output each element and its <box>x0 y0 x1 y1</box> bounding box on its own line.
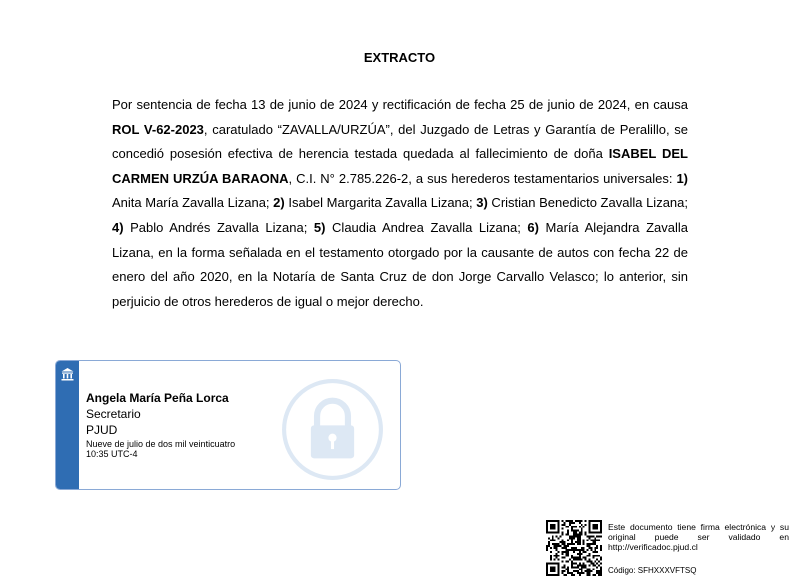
verification-text: Este documento tiene firma electrónica y su original puede ser validado en http://verificadoc.pjud.cl <box>608 522 789 552</box>
signature-date-text: Nueve de julio de dos mil veinticuatro <box>86 439 236 449</box>
document-title: EXTRACTO <box>363 50 436 65</box>
paragraph-segment: 5) <box>313 219 326 235</box>
signature-strip <box>56 361 79 489</box>
paragraph-segment: Anita María Zavalla Lizana; <box>112 195 274 211</box>
paragraph-segment: 3) <box>476 195 488 211</box>
paragraph-segment: ISABEL DEL CARMEN URZÚA BARAONA <box>112 146 688 186</box>
paragraph-segment: 1) <box>676 170 688 186</box>
verification-code: Código: SFHXXXVFTSQ <box>608 566 697 575</box>
signature-date <box>86 439 235 459</box>
qr-code-icon <box>546 520 602 576</box>
extract-paragraph <box>112 93 688 314</box>
paragraph-segment: Claudia Andrea Zavalla Lizana; <box>325 219 528 235</box>
paragraph-segment: 4) <box>112 219 124 235</box>
paragraph-segment: 2) <box>273 195 285 211</box>
paragraph-segment: Isabel Margarita Zavalla Lizana; <box>284 195 477 211</box>
signature-box <box>55 360 401 490</box>
paragraph-segment: María Alejandra Zavalla Lizana, en la forma señalada en el testamento otorgado por la causante de autos con fecha 22 de enero del año 2020, en la Notaría de Santa Cruz de don Jorge Carvallo Velasco; lo anterior, sin perjuicio de otros herederos de igual o mejor derecho. <box>112 219 688 309</box>
paragraph-segment: , caratulado “ZAVALLA/URZÚA”, del Juzgado de Letras y Garantía de Peralillo, se concedió posesión efectiva de herencia testada quedada al fallecimiento de doña <box>112 121 688 162</box>
paragraph-segment: , C.I. N° 2.785.226-2, a sus herederos testamentarios universales: <box>288 170 677 186</box>
paragraph-segment: Cristian Benedicto Zavalla Lizana; <box>487 195 688 211</box>
signer-role: Secretario <box>86 407 141 421</box>
signature-time: 10:35 UTC-4 <box>86 449 138 459</box>
signer-org: PJUD <box>86 423 118 437</box>
paragraph-segment: ROL V-62-2023 <box>112 121 204 137</box>
paragraph-segment: 6) <box>527 219 539 235</box>
lock-watermark-icon <box>281 378 384 481</box>
paragraph-segment: Pablo Andrés Zavalla Lizana; <box>123 219 314 235</box>
signature-text <box>86 390 235 459</box>
bank-icon <box>60 367 75 382</box>
paragraph-segment: Por sentencia de fecha 13 de junio de 2024 y rectificación de fecha 25 de junio de 2024, en causa <box>112 97 688 112</box>
verification-block <box>546 520 791 580</box>
signer-name: Angela María Peña Lorca <box>86 391 229 405</box>
